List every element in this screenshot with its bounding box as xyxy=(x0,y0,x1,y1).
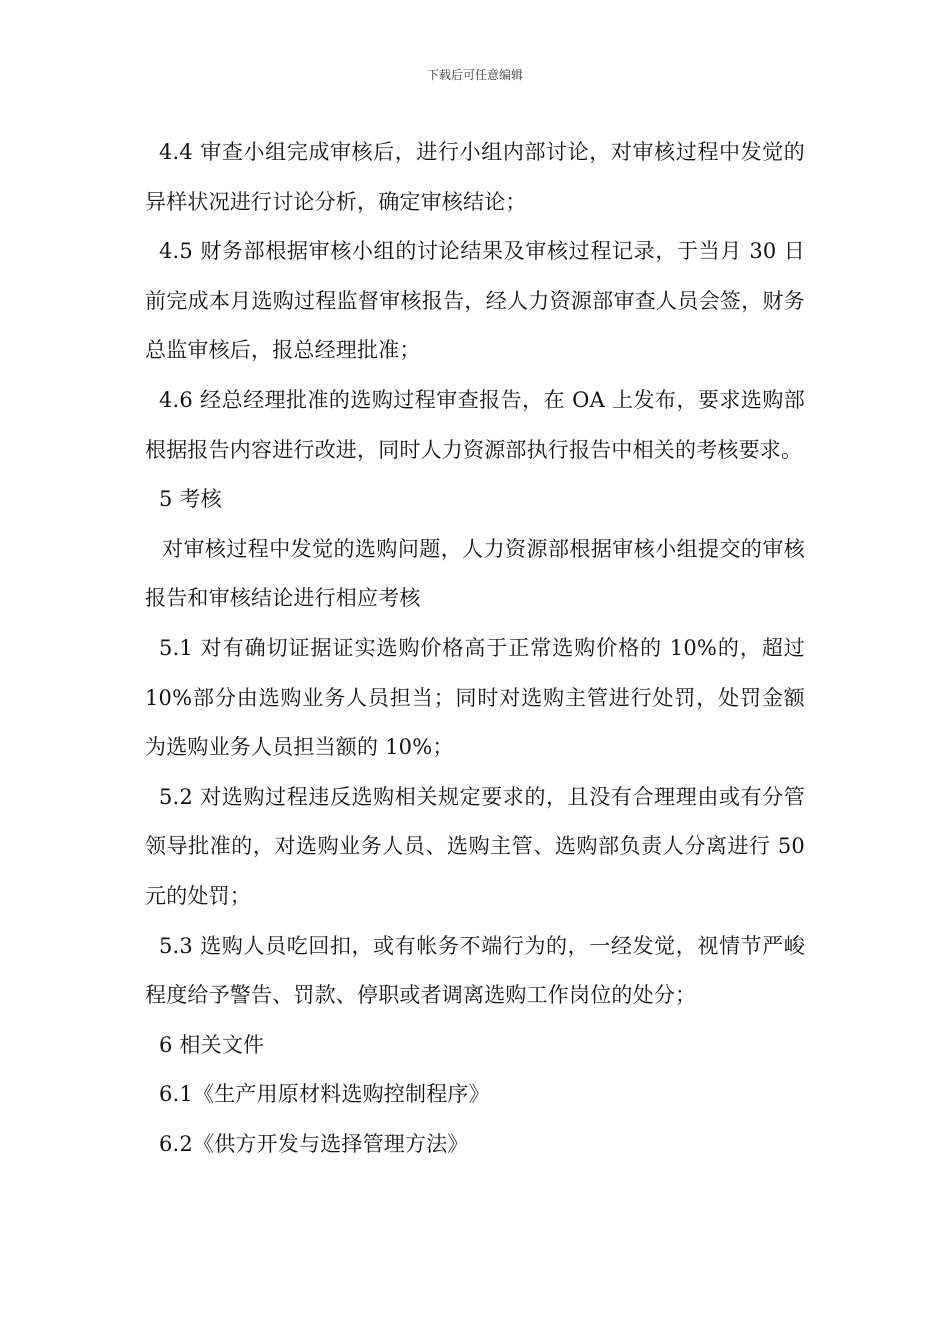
paragraph-5-3: 5.3 选购人员吃回扣，或有帐务不端行为的，一经发觉，视情节严峻程度给予警告、罚款、停职或者调离选购工作岗位的处分； xyxy=(145,933,805,1008)
paragraph-5-intro: 对审核过程中发觉的选购问题，人力资源部根据审核小组提交的审核报告和审核结论进行相应考核 xyxy=(145,536,805,611)
paragraph-6-1: 6.1《生产用原材料选购控制程序》 xyxy=(159,1082,490,1107)
document-body xyxy=(145,128,805,1169)
section-heading-5: 5 考核 xyxy=(159,487,222,512)
page-header: 下载后可任意编辑 xyxy=(426,68,523,82)
paragraph-4-4: 4.4 审查小组完成审核后，进行小组内部讨论，对审核过程中发觉的异样状况进行讨论分析，确定审核结论； xyxy=(145,140,805,214)
paragraph-4-5: 4.5 财务部根据审核小组的讨论结果及审核过程记录，于当月 30 日前完成本月选购过程监督审核报告，经人力资源部审查人员会签，财务总监审核后，报总经理批准； xyxy=(145,239,805,363)
paragraph-5-2: 5.2 对选购过程违反选购相关规定要求的，且没有合理理由或有分管领导批准的，对选购业务人员、选购主管、选购部负责人分离进行 50 元的处罚； xyxy=(145,784,805,908)
paragraph-6-2: 6.2《供方开发与选择管理方法》 xyxy=(159,1131,469,1156)
paragraph-5-1: 5.1 对有确切证据证实选购价格高于正常选购价格的 10%的，超过 10%部分由选购业务人员担当；同时对选购主管进行处罚，处罚金额为选购业务人员担当额的 10%； xyxy=(145,635,805,760)
section-heading-6: 6 相关文件 xyxy=(159,1032,265,1057)
paragraph-4-6: 4.6 经总经理批准的选购过程审查报告，在 OA 上发布，要求选购部根据报告内容进行改进，同时人力资源部执行报告中相关的考核要求。 xyxy=(145,387,805,462)
